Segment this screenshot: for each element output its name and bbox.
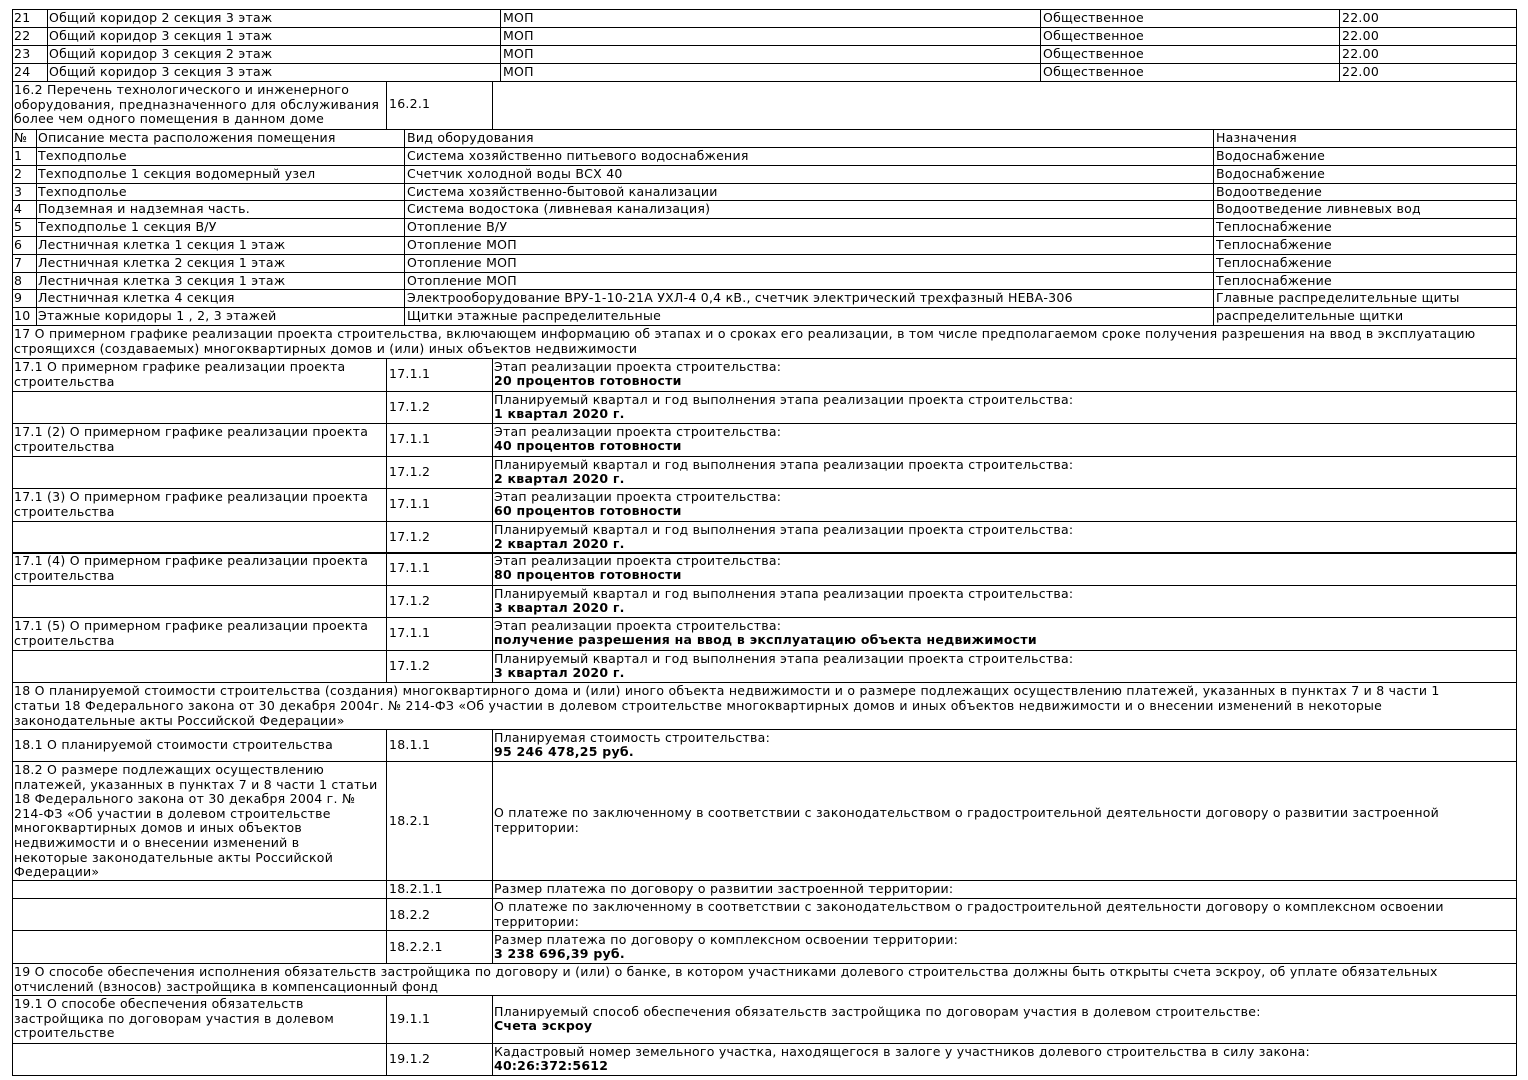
schedule-stage-value: 60 процентов готовности bbox=[494, 503, 682, 518]
schedule-empty-cell bbox=[12, 585, 387, 618]
schedule-stage-value: получение разрешения на ввод в эксплуатацию объекта недвижимости bbox=[494, 632, 1037, 647]
section-18-header: 18 О планируемой стоимости строительства (создания) многоквартирного дома и (или) иного объекта недвижимости и о размере подлежащих осуществлению платежей, указанных в пунктах 7 и 8 части 1 bbox=[14, 683, 1440, 698]
empty-cell bbox=[12, 880, 387, 899]
payments-code: 18.2.1 bbox=[389, 813, 431, 828]
schedule-label: 17.1 (4) О примерном графике реализации проекта bbox=[14, 553, 369, 568]
development-payment-text: Размер платежа по договору о развитии застроенной территории: bbox=[494, 881, 954, 896]
row-number: 24 bbox=[14, 64, 31, 79]
equip-row-location: Лестничная клетка 4 секция bbox=[38, 290, 235, 305]
payments-text: О платеже по заключенному в соответствии с законодательством о градостроительной деятельности договору о развитии застроенной bbox=[494, 805, 1440, 820]
section-16-2-label: 16.2 Перечень технологического и инженерного bbox=[14, 82, 350, 97]
equip-cell bbox=[404, 218, 1214, 237]
schedule-stage-title: Этап реализации проекта строительства: bbox=[494, 424, 782, 439]
equip-row-type: Система хозяйственно питьевого водоснабжения bbox=[407, 148, 749, 163]
room-name: Общий коридор 3 секция 1 этаж bbox=[49, 28, 273, 43]
cadastral-text: Кадастровый номер земельного участка, находящегося в залоге у участников долевого строительства в силу закона: bbox=[494, 1044, 1310, 1059]
equip-row-number: 10 bbox=[14, 308, 31, 323]
equip-header-purpose: Назначения bbox=[1216, 130, 1297, 145]
schedule-quarter-value: 2 квартал 2020 г. bbox=[494, 471, 625, 486]
equip-row-number: 6 bbox=[14, 237, 23, 252]
equip-cell bbox=[404, 236, 1214, 255]
schedule-stage-code: 17.1.1 bbox=[389, 496, 431, 511]
equip-header-location: Описание места расположения помещения bbox=[38, 130, 336, 145]
complex-development-text: территории: bbox=[494, 913, 580, 929]
equip-row-purpose: Теплоснабжение bbox=[1216, 237, 1332, 252]
obligation-label: застройщика по договорам участия в долевом bbox=[14, 1010, 335, 1026]
cost-value: 95 246 478,25 руб. bbox=[494, 744, 634, 759]
equip-row-purpose: распределительные щитки bbox=[1216, 308, 1404, 323]
empty-cell bbox=[12, 1043, 387, 1076]
schedule-quarter-title: Планируемый квартал и год выполнения этапа реализации проекта строительства: bbox=[494, 651, 1074, 666]
row-number: 23 bbox=[14, 46, 31, 61]
equip-row-type: Отопление В/У bbox=[407, 219, 508, 234]
schedule-label: строительства bbox=[14, 567, 115, 583]
schedule-empty-cell bbox=[12, 391, 387, 424]
equip-cell bbox=[404, 254, 1214, 273]
payments-label: 214-ФЗ «Об участии в долевом строительстве bbox=[14, 805, 331, 821]
complex-payment-value: 3 238 696,39 руб. bbox=[494, 946, 625, 961]
equip-header-number: № bbox=[14, 130, 28, 145]
cadastral-code: 19.1.2 bbox=[389, 1051, 431, 1066]
complex-payment-text: Размер платежа по договору о комплексном освоении территории: bbox=[494, 932, 959, 947]
equip-row-number: 5 bbox=[14, 219, 23, 234]
schedule-stage-code: 17.1.1 bbox=[389, 366, 431, 381]
room-type: МОП bbox=[503, 28, 534, 43]
schedule-stage-title: Этап реализации проекта строительства: bbox=[494, 359, 782, 374]
room-type: МОП bbox=[503, 10, 534, 25]
obligation-label: строительстве bbox=[14, 1025, 115, 1041]
room-area: 22.00 bbox=[1342, 64, 1380, 79]
section-19-header: отчислений (взносов) застройщика в компенсационный фонд bbox=[14, 979, 439, 994]
room-type-cell bbox=[500, 63, 1041, 82]
section-17-header: 17 О примерном графике реализации проекта строительства, включающем информацию об этапах и о сроках его реализации, в том числе предполагаемом сроке получения разрешения на ввод в эксплуатацию bbox=[14, 326, 1476, 341]
equip-row-type: Отопление МОП bbox=[407, 237, 517, 252]
empty-cell bbox=[12, 898, 387, 931]
schedule-empty-cell bbox=[12, 456, 387, 489]
schedule-stage-code: 17.1.1 bbox=[389, 625, 431, 640]
schedule-stage-title: Этап реализации проекта строительства: bbox=[494, 618, 782, 633]
equip-row-location: Лестничная клетка 1 секция 1 этаж bbox=[38, 237, 286, 252]
cost-title: Планируемая стоимость строительства: bbox=[494, 730, 771, 745]
section-19-header: 19 О способе обеспечения исполнения обязательств застройщика по договору и (или) о банке, в котором участниками долевого строительства должны быть открыты счета эскроу, об уплате обязательных bbox=[14, 964, 1438, 979]
room-type: МОП bbox=[503, 46, 534, 61]
equip-row-number: 4 bbox=[14, 201, 23, 216]
equip-row-location: Лестничная клетка 3 секция 1 этаж bbox=[38, 273, 286, 288]
complex-payment-code: 18.2.2.1 bbox=[389, 939, 443, 954]
schedule-stage-title: Этап реализации проекта строительства: bbox=[494, 489, 782, 504]
obligation-value: Счета эскроу bbox=[494, 1018, 593, 1033]
payments-text-cell bbox=[492, 761, 1517, 881]
schedule-stage-value: 40 процентов готовности bbox=[494, 438, 682, 453]
section-16-2-label: оборудования, предназначенного для обслуживания bbox=[14, 96, 380, 112]
room-category: Общественное bbox=[1043, 64, 1144, 79]
payments-label: 18 Федерального закона от 30 декабря 2004 г. № bbox=[14, 791, 356, 807]
obligation-value-cell bbox=[492, 995, 1517, 1044]
equip-row-number: 3 bbox=[14, 184, 23, 199]
room-type-cell bbox=[500, 9, 1041, 28]
equip-row-purpose: Водоотведение ливневых вод bbox=[1216, 201, 1421, 216]
equip-row-purpose: Теплоснабжение bbox=[1216, 219, 1332, 234]
equip-row-location: Этажные коридоры 1 , 2, 3 этажей bbox=[38, 308, 277, 323]
equip-row-type: Отопление МОП bbox=[407, 255, 517, 270]
schedule-quarter-code: 17.1.2 bbox=[389, 464, 431, 479]
schedule-label: 17.1 (2) О примерном графике реализации проекта bbox=[14, 424, 369, 439]
payments-label: 18.2 О размере подлежащих осуществлению bbox=[14, 762, 325, 777]
schedule-quarter-value: 3 квартал 2020 г. bbox=[494, 665, 625, 680]
equip-row-number: 1 bbox=[14, 148, 23, 163]
schedule-quarter-title: Планируемый квартал и год выполнения этапа реализации проекта строительства: bbox=[494, 392, 1074, 407]
room-name: Общий коридор 3 секция 3 этаж bbox=[49, 64, 273, 79]
schedule-label: 17.1 (5) О примерном графике реализации проекта bbox=[14, 618, 369, 633]
room-area: 22.00 bbox=[1342, 10, 1380, 25]
payments-label: платежей, указанных в пунктах 7 и 8 части 1 статьи bbox=[14, 776, 378, 792]
schedule-stage-code: 17.1.1 bbox=[389, 560, 431, 575]
schedule-quarter-title: Планируемый квартал и год выполнения этапа реализации проекта строительства: bbox=[494, 457, 1074, 472]
payments-label: многоквартирных домов и иных объектов bbox=[14, 820, 303, 836]
equip-row-type: Щитки этажные распределительные bbox=[407, 308, 662, 323]
schedule-label: строительства bbox=[14, 503, 115, 519]
room-category: Общественное bbox=[1043, 28, 1144, 43]
equip-header-type: Вид оборудования bbox=[407, 130, 534, 145]
schedule-stage-code: 17.1.1 bbox=[389, 431, 431, 446]
room-name: Общий коридор 2 секция 3 этаж bbox=[49, 10, 273, 25]
schedule-quarter-code: 17.1.2 bbox=[389, 593, 431, 608]
equip-row-location: Техподполье 1 секция В/У bbox=[38, 219, 217, 234]
row-number: 22 bbox=[14, 28, 31, 43]
schedule-label: 17.1 (3) О примерном графике реализации проекта bbox=[14, 489, 369, 504]
equip-row-purpose: Теплоснабжение bbox=[1216, 255, 1332, 270]
complex-development-text: О платеже по заключенному в соответствии с законодательством о градостроительной деятельности договору о комплексном освоении bbox=[494, 899, 1444, 914]
room-area: 22.00 bbox=[1342, 46, 1380, 61]
equip-row-location: Подземная и надземная часть. bbox=[38, 201, 250, 216]
equip-row-number: 8 bbox=[14, 273, 23, 288]
schedule-label: 17.1 О примерном графике реализации проекта bbox=[14, 359, 346, 374]
development-payment-code: 18.2.1.1 bbox=[389, 881, 443, 896]
section-16-2-label: более чем одного помещения в данном доме bbox=[14, 111, 325, 127]
obligation-label: 19.1 О способе обеспечения обязательств bbox=[14, 996, 304, 1011]
section-16-2-value-cell bbox=[492, 81, 1517, 130]
section-16-2-code: 16.2.1 bbox=[389, 96, 431, 111]
equip-row-type: Система водостока (ливневая канализация) bbox=[407, 201, 711, 216]
equip-row-type: Счетчик холодной воды ВСХ 40 bbox=[407, 166, 623, 181]
equip-row-purpose: Водоснабжение bbox=[1216, 166, 1326, 181]
schedule-quarter-value: 1 квартал 2020 г. bbox=[494, 406, 625, 421]
schedule-empty-cell bbox=[12, 521, 387, 554]
cost-code: 18.1.1 bbox=[389, 737, 431, 752]
room-type-cell bbox=[500, 27, 1041, 46]
equip-row-type: Электрооборудование ВРУ-1-10-21А УХЛ-4 0,4 кВ., счетчик электрический трехфазный НЕВА-306 bbox=[407, 290, 1073, 305]
schedule-quarter-code: 17.1.2 bbox=[389, 529, 431, 544]
equip-row-purpose: Водоснабжение bbox=[1216, 148, 1326, 163]
schedule-quarter-title: Планируемый квартал и год выполнения этапа реализации проекта строительства: bbox=[494, 586, 1074, 601]
equip-row-purpose: Главные распределительные щиты bbox=[1216, 290, 1460, 305]
schedule-quarter-value: 2 квартал 2020 г. bbox=[494, 536, 625, 551]
equip-row-number: 7 bbox=[14, 255, 23, 270]
room-category: Общественное bbox=[1043, 46, 1144, 61]
equip-row-number: 9 bbox=[14, 290, 23, 305]
equip-row-purpose: Теплоснабжение bbox=[1216, 273, 1332, 288]
cadastral-number: 40:26:372:5612 bbox=[494, 1058, 609, 1073]
section-18-header: законодательные акты Российской Федерации» bbox=[14, 713, 345, 728]
room-type: МОП bbox=[503, 64, 534, 79]
section-18-header: статьи 18 Федерального закона от 30 декабря 2004г. № 214-ФЗ «Об участии в долевом строительстве многоквартирных домов и иных объектов недвижимости и о внесении изменений в некоторые bbox=[14, 698, 1383, 713]
complex-development-code: 18.2.2 bbox=[389, 907, 431, 922]
schedule-quarter-code: 17.1.2 bbox=[389, 399, 431, 414]
schedule-label: строительства bbox=[14, 632, 115, 648]
schedule-label: строительства bbox=[14, 438, 115, 454]
empty-cell bbox=[12, 930, 387, 964]
room-type-cell bbox=[500, 45, 1041, 64]
equip-row-type: Отопление МОП bbox=[407, 273, 517, 288]
schedule-stage-value: 20 процентов готовности bbox=[494, 373, 682, 388]
equip-row-location: Техподполье 1 секция водомерный узел bbox=[38, 166, 316, 181]
schedule-stage-value: 80 процентов готовности bbox=[494, 567, 682, 582]
room-area: 22.00 bbox=[1342, 28, 1380, 43]
row-number: 21 bbox=[14, 10, 31, 25]
room-name: Общий коридор 3 секция 2 этаж bbox=[49, 46, 273, 61]
schedule-quarter-value: 3 квартал 2020 г. bbox=[494, 600, 625, 615]
equip-row-location: Лестничная клетка 2 секция 1 этаж bbox=[38, 255, 286, 270]
payments-label: Федерации» bbox=[14, 864, 100, 880]
schedule-stage-title: Этап реализации проекта строительства: bbox=[494, 553, 782, 568]
room-category: Общественное bbox=[1043, 10, 1144, 25]
payments-label: недвижимости и о внесении изменений в bbox=[14, 835, 300, 850]
schedule-quarter-code: 17.1.2 bbox=[389, 658, 431, 673]
cost-label: 18.1 О планируемой стоимости строительства bbox=[14, 737, 334, 752]
section-17-header: строящихся (создаваемых) многоквартирных домов и (или) иных объектов недвижимости bbox=[14, 341, 638, 356]
obligation-code: 19.1.1 bbox=[389, 1011, 431, 1026]
schedule-empty-cell bbox=[12, 650, 387, 683]
schedule-quarter-title: Планируемый квартал и год выполнения этапа реализации проекта строительства: bbox=[494, 522, 1074, 537]
payments-label: некоторые законодательные акты Российской bbox=[14, 849, 334, 865]
equip-cell bbox=[404, 272, 1214, 290]
equip-row-location: Техподполье bbox=[38, 184, 127, 199]
equip-row-location: Техподполье bbox=[38, 148, 127, 163]
payments-text: территории: bbox=[494, 819, 580, 835]
equip-row-number: 2 bbox=[14, 166, 23, 181]
obligation-text: Планируемый способ обеспечения обязательств застройщика по договорам участия в долевом строительстве: bbox=[494, 1004, 1261, 1019]
schedule-label: строительства bbox=[14, 373, 115, 389]
equip-row-purpose: Водоотведение bbox=[1216, 184, 1323, 199]
equip-row-type: Система хозяйственно-бытовой канализации bbox=[407, 184, 718, 199]
